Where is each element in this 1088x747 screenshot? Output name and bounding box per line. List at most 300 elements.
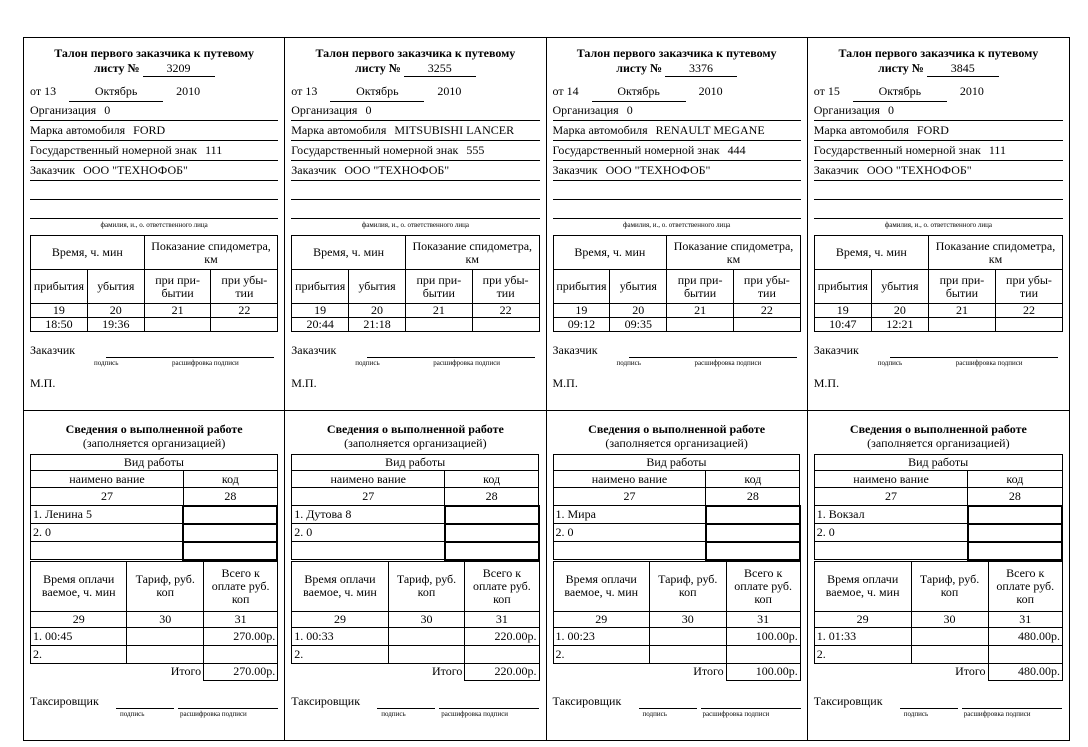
signature-decode-caption: расшифровка подписи xyxy=(433,359,501,367)
org-value: 0 xyxy=(887,103,894,117)
talon-upper-section xyxy=(808,38,1069,411)
tariff-header: Тариф, руб. коп xyxy=(388,561,465,611)
arrival-header: прибытия xyxy=(814,270,871,304)
odometer-arrival-value xyxy=(667,318,734,332)
date-day: 14 xyxy=(566,84,579,98)
talon-upper-section xyxy=(24,38,284,411)
work-item: 2. 0 xyxy=(814,524,968,542)
car-row xyxy=(553,121,801,141)
customer-signature-label: Заказчик xyxy=(813,343,859,357)
blank-line xyxy=(291,181,539,200)
total-label: Итого xyxy=(693,664,724,679)
date-month: Октябрь xyxy=(330,81,424,102)
customer-signature-label: Заказчик xyxy=(552,343,598,357)
signature-captions xyxy=(814,358,1063,368)
arrival-time: 10:47 xyxy=(814,318,871,332)
odometer-header: Показание спидометра, км xyxy=(928,236,1062,270)
spacer xyxy=(814,663,911,680)
car-label: Марка автомобиля xyxy=(552,123,648,137)
title-line-2: листу № xyxy=(93,61,140,75)
odometer-header: Показание спидометра, км xyxy=(667,236,801,270)
col-number: 27 xyxy=(553,488,706,506)
paytime-value: 2. xyxy=(292,645,388,663)
talon-title xyxy=(30,46,278,77)
signature-caption: подпись xyxy=(903,709,929,718)
work-code xyxy=(445,524,539,542)
departure-time: 12:21 xyxy=(871,318,928,332)
name-header: наимено вание xyxy=(31,471,184,488)
work-item: 1. Мира xyxy=(553,506,706,524)
customer-value: ООО "ТЕХНОФОБ" xyxy=(83,163,188,177)
tariff-value xyxy=(388,627,465,645)
org-label: Организация xyxy=(813,103,880,117)
odometer-departure-value xyxy=(211,318,278,332)
odometer-departure-value xyxy=(733,318,800,332)
signature-caption: подпись xyxy=(355,359,380,367)
from-label: от xyxy=(30,84,42,98)
time-header: Время, ч. мин xyxy=(31,236,145,270)
paytime-value: 2. xyxy=(814,645,911,663)
col-number: 28 xyxy=(183,488,277,506)
from-label: от xyxy=(291,84,303,98)
total-pay-header: Всего к оплате руб. коп xyxy=(726,561,800,611)
paytime-header: Время оплачи ваемое, ч. мин xyxy=(31,561,127,611)
code-header: код xyxy=(183,471,277,488)
stamp-place: М.П. xyxy=(291,376,317,390)
signature-caption: подпись xyxy=(616,359,641,367)
customer-value: ООО "ТЕХНОФОБ" xyxy=(866,163,972,177)
customer-label: Заказчик xyxy=(291,163,337,177)
work-code xyxy=(706,506,800,524)
waybill-number: 3255 xyxy=(404,61,476,77)
plate-row xyxy=(814,141,1063,161)
date-day: 13 xyxy=(305,84,318,98)
work-code xyxy=(706,542,800,560)
date-year: 2010 xyxy=(959,84,984,98)
paytime-header: Время оплачи ваемое, ч. мин xyxy=(814,561,911,611)
customer-value: ООО "ТЕХНОФОБ" xyxy=(605,163,711,177)
payment-table xyxy=(814,561,1063,681)
plate-value: 444 xyxy=(727,143,746,157)
date-day: 15 xyxy=(827,84,840,98)
work-type-header: Вид работы xyxy=(31,455,278,471)
signature-captions xyxy=(30,709,278,719)
customer-signature-row xyxy=(553,342,801,358)
blank-line xyxy=(30,200,278,219)
date-year: 2010 xyxy=(437,84,462,98)
customer-signature-label: Заказчик xyxy=(30,343,76,357)
org-row xyxy=(30,101,278,121)
org-label: Организация xyxy=(552,103,619,117)
signature-caption: подпись xyxy=(642,709,667,718)
odometer-arrival-value xyxy=(144,318,211,332)
col-number: 28 xyxy=(706,488,800,506)
col-number: 29 xyxy=(31,611,127,627)
odometer-arrival-header: при при- бытии xyxy=(144,270,211,304)
time-header: Время, ч. мин xyxy=(292,236,406,270)
blank-line xyxy=(814,181,1063,200)
fio-caption: фамилия, и., о. ответственного лица xyxy=(100,221,208,229)
taxi-signature-row xyxy=(30,693,278,709)
work-item-empty xyxy=(814,542,968,560)
departure-header: убытия xyxy=(871,270,928,304)
paytime-value: 1. 01:33 xyxy=(814,627,911,645)
col-number: 30 xyxy=(388,611,465,627)
taxi-label: Таксировщик xyxy=(552,693,622,708)
org-value: 0 xyxy=(626,103,633,117)
talon-title xyxy=(291,46,539,77)
blank-line xyxy=(814,200,1063,219)
name-header: наимено вание xyxy=(553,471,706,488)
talon-card xyxy=(24,38,285,740)
plate-row xyxy=(291,141,539,161)
plate-value: 111 xyxy=(988,143,1006,157)
sum-value xyxy=(726,645,800,663)
sum-value: 270.00р. xyxy=(204,627,278,645)
total-label: Итого xyxy=(955,664,986,679)
talon-lower-section xyxy=(547,411,807,742)
tariff-value xyxy=(911,645,988,663)
from-label: от xyxy=(552,84,564,98)
time-odometer-table xyxy=(291,235,539,332)
date-year: 2010 xyxy=(176,84,201,98)
waybill-number: 3845 xyxy=(927,61,999,77)
car-label: Марка автомобиля xyxy=(30,123,126,137)
date-row xyxy=(553,81,801,101)
title-line-2: листу № xyxy=(616,61,663,75)
customer-label: Заказчик xyxy=(813,163,859,177)
customer-signature-label: Заказчик xyxy=(291,343,337,357)
signature-decode-caption: расшифровка подписи xyxy=(963,709,1031,718)
date-row xyxy=(814,81,1063,101)
work-title: Сведения о выполненной работе xyxy=(588,422,766,436)
total-label: Итого xyxy=(431,664,463,679)
work-item: 2. 0 xyxy=(31,524,184,542)
talon-upper-section xyxy=(547,38,807,411)
paytime-value: 1. 00:45 xyxy=(31,627,127,645)
total-pay-header: Всего к оплате руб. коп xyxy=(988,561,1062,611)
col-number: 21 xyxy=(405,304,472,318)
work-item: 1. Вокзал xyxy=(814,506,968,524)
odometer-arrival-value xyxy=(405,318,472,332)
col-number: 21 xyxy=(667,304,734,318)
odometer-departure-header: при убы- тии xyxy=(733,270,800,304)
signature-decode-caption: расшифровка подписи xyxy=(955,359,1023,367)
odometer-departure-header: при убы- тии xyxy=(995,270,1062,304)
col-number: 28 xyxy=(968,488,1062,506)
customer-value: ООО "ТЕХНОФОБ" xyxy=(344,163,450,177)
departure-time: 21:18 xyxy=(349,318,406,332)
car-row xyxy=(291,121,539,141)
paytime-value: 1. 00:23 xyxy=(553,627,649,645)
paytime-value: 2. xyxy=(31,645,127,663)
plate-row xyxy=(553,141,801,161)
blank-line xyxy=(553,181,801,200)
name-header: наимено вание xyxy=(814,471,968,488)
signature-caption: подпись xyxy=(94,359,119,367)
car-label: Марка автомобиля xyxy=(813,123,909,137)
customer-signature-row xyxy=(814,342,1063,358)
taxi-label: Таксировщик xyxy=(30,693,99,708)
signature-decode-caption: расшифровка подписи xyxy=(180,709,247,718)
work-item-empty xyxy=(292,542,445,560)
signature-captions xyxy=(291,358,539,368)
signature-decode-caption: расшифровка подписи xyxy=(172,359,239,367)
col-number: 22 xyxy=(995,304,1062,318)
work-type-header: Вид работы xyxy=(292,455,539,471)
talon-lower-section xyxy=(808,411,1069,742)
customer-row xyxy=(30,161,278,181)
title-line-1: Талон первого заказчика к путевому xyxy=(576,46,777,60)
work-code xyxy=(968,542,1062,560)
waybill-number: 3376 xyxy=(665,61,737,77)
stamp-place: М.П. xyxy=(813,376,840,390)
plate-value: 555 xyxy=(466,143,485,157)
blank-line xyxy=(553,200,801,219)
odometer-departure-value xyxy=(995,318,1062,332)
customer-label: Заказчик xyxy=(30,163,76,177)
odometer-header: Показание спидометра, км xyxy=(144,236,278,270)
plate-label: Государственный номерной знак xyxy=(30,143,198,157)
tariff-header: Тариф, руб. коп xyxy=(127,561,204,611)
total-label: Итого xyxy=(170,664,202,679)
from-label: от xyxy=(813,84,825,98)
col-number: 22 xyxy=(211,304,278,318)
fio-caption: фамилия, и., о. ответственного лица xyxy=(622,221,731,229)
sum-value xyxy=(465,645,539,663)
odometer-arrival-value xyxy=(928,318,995,332)
taxi-label: Таксировщик xyxy=(291,693,361,708)
signature-caption: подпись xyxy=(120,709,145,718)
signature-captions xyxy=(30,358,278,368)
tariff-value xyxy=(127,645,204,663)
plate-value: 111 xyxy=(205,143,223,157)
org-row xyxy=(553,101,801,121)
work-item-empty xyxy=(553,542,706,560)
tariff-header: Тариф, руб. коп xyxy=(649,561,726,611)
customer-label: Заказчик xyxy=(552,163,598,177)
org-row xyxy=(814,101,1063,121)
signature-decode-caption: расшифровка подписи xyxy=(694,359,762,367)
tariff-header: Тариф, руб. коп xyxy=(911,561,988,611)
col-number: 29 xyxy=(292,611,388,627)
payment-table xyxy=(30,561,278,681)
col-number: 30 xyxy=(649,611,726,627)
col-number: 31 xyxy=(465,611,539,627)
col-number: 20 xyxy=(610,304,667,318)
work-item: 2. 0 xyxy=(553,524,706,542)
paytime-header: Время оплачи ваемое, ч. мин xyxy=(292,561,388,611)
work-subtitle: (заполняется организацией) xyxy=(605,436,748,450)
work-type-header: Вид работы xyxy=(553,455,800,471)
col-number: 20 xyxy=(87,304,144,318)
date-month: Октябрь xyxy=(592,81,686,102)
arrival-header: прибытия xyxy=(292,270,349,304)
signature-decode-caption: расшифровка подписи xyxy=(441,709,509,718)
plate-row xyxy=(30,141,278,161)
org-value: 0 xyxy=(365,103,372,117)
work-code xyxy=(706,524,800,542)
work-item: 1. Ленина 5 xyxy=(31,506,184,524)
arrival-time: 20:44 xyxy=(292,318,349,332)
work-table xyxy=(291,454,539,561)
col-number: 28 xyxy=(445,488,539,506)
work-code xyxy=(968,506,1062,524)
talon-card xyxy=(547,38,808,740)
talon-card xyxy=(808,38,1069,740)
odometer-header: Показание спидометра, км xyxy=(405,236,539,270)
customer-row xyxy=(553,161,801,181)
work-code xyxy=(445,542,539,560)
plate-label: Государственный номерной знак xyxy=(291,143,459,157)
customer-signature-row xyxy=(291,342,539,358)
work-code xyxy=(445,506,539,524)
col-number: 30 xyxy=(127,611,204,627)
work-table xyxy=(814,454,1063,561)
payment-table xyxy=(553,561,801,681)
paytime-header: Время оплачи ваемое, ч. мин xyxy=(553,561,649,611)
fio-caption: фамилия, и., о. ответственного лица xyxy=(884,221,993,229)
total-pay-header: Всего к оплате руб. коп xyxy=(204,561,278,611)
date-day: 13 xyxy=(44,84,57,98)
spacer xyxy=(553,663,649,680)
work-title: Сведения о выполненной работе xyxy=(849,422,1027,436)
col-number: 19 xyxy=(814,304,871,318)
org-row xyxy=(291,101,539,121)
col-number: 27 xyxy=(292,488,445,506)
col-number: 31 xyxy=(726,611,800,627)
work-subtitle: (заполняется организацией) xyxy=(344,436,487,450)
total-value: 220.00р. xyxy=(465,663,539,680)
talon-lower-section xyxy=(24,411,284,742)
work-code xyxy=(183,542,277,560)
work-code xyxy=(968,524,1062,542)
col-number: 27 xyxy=(814,488,968,506)
fio-caption: фамилия, и., о. ответственного лица xyxy=(361,221,470,229)
car-row xyxy=(30,121,278,141)
departure-header: убытия xyxy=(349,270,406,304)
arrival-header: прибытия xyxy=(553,270,610,304)
col-number: 22 xyxy=(733,304,800,318)
blank-line xyxy=(30,181,278,200)
taxi-label: Таксировщик xyxy=(813,693,883,708)
tariff-value xyxy=(127,627,204,645)
departure-time: 19:36 xyxy=(87,318,144,332)
date-row xyxy=(30,81,278,101)
arrival-time: 09:12 xyxy=(553,318,610,332)
odometer-arrival-header: при при- бытии xyxy=(405,270,472,304)
time-odometer-table xyxy=(814,235,1063,332)
col-number: 22 xyxy=(472,304,539,318)
blank-line xyxy=(291,200,539,219)
col-number: 19 xyxy=(31,304,88,318)
tariff-value xyxy=(388,645,465,663)
title-line-1: Талон первого заказчика к путевому xyxy=(315,46,516,60)
tariff-value xyxy=(649,645,726,663)
col-number: 20 xyxy=(349,304,406,318)
total-value: 480.00р. xyxy=(988,663,1062,680)
taxi-signature-row xyxy=(291,693,539,709)
paytime-value: 1. 00:33 xyxy=(292,627,388,645)
paytime-value: 2. xyxy=(553,645,649,663)
car-row xyxy=(814,121,1063,141)
date-row xyxy=(291,81,539,101)
org-value: 0 xyxy=(104,103,111,117)
signature-caption: подпись xyxy=(877,359,903,367)
col-number: 19 xyxy=(553,304,610,318)
title-line-2: листу № xyxy=(877,61,924,75)
org-label: Организация xyxy=(30,103,97,117)
stamp-place: М.П. xyxy=(552,376,578,390)
car-value: RENAULT MEGANE xyxy=(655,123,765,137)
col-number: 21 xyxy=(144,304,211,318)
car-label: Марка автомобиля xyxy=(291,123,387,137)
spacer xyxy=(31,663,127,680)
plate-label: Государственный номерной знак xyxy=(552,143,720,157)
odometer-arrival-header: при при- бытии xyxy=(667,270,734,304)
signature-captions xyxy=(814,709,1063,719)
work-subtitle: (заполняется организацией) xyxy=(867,436,1010,450)
talon-title xyxy=(553,46,801,77)
col-number: 27 xyxy=(31,488,184,506)
work-table xyxy=(30,454,278,561)
waybill-number: 3209 xyxy=(143,61,215,77)
departure-header: убытия xyxy=(610,270,667,304)
car-value: FORD xyxy=(133,123,166,137)
sum-value xyxy=(988,645,1062,663)
date-year: 2010 xyxy=(698,84,723,98)
arrival-header: прибытия xyxy=(31,270,88,304)
col-number: 30 xyxy=(911,611,988,627)
title-line-1: Талон первого заказчика к путевому xyxy=(54,46,255,60)
work-item-empty xyxy=(31,542,184,560)
arrival-time: 18:50 xyxy=(31,318,88,332)
date-month: Октябрь xyxy=(69,81,163,102)
signature-caption: подпись xyxy=(381,709,406,718)
sum-value: 100.00р. xyxy=(726,627,800,645)
talon-lower-section xyxy=(285,411,545,742)
col-number: 20 xyxy=(871,304,928,318)
time-odometer-table xyxy=(30,235,278,332)
talon-title xyxy=(814,46,1063,77)
col-number: 29 xyxy=(814,611,911,627)
car-value: MITSUBISHI LANCER xyxy=(394,123,515,137)
stamp-place: М.П. xyxy=(30,376,56,390)
departure-time: 09:35 xyxy=(610,318,667,332)
date-month: Октябрь xyxy=(853,81,947,102)
work-item: 1. Дутова 8 xyxy=(292,506,445,524)
code-header: код xyxy=(968,471,1062,488)
time-header: Время, ч. мин xyxy=(553,236,667,270)
name-header: наимено вание xyxy=(292,471,445,488)
odometer-departure-header: при убы- тии xyxy=(472,270,539,304)
col-number: 29 xyxy=(553,611,649,627)
work-title: Сведения о выполненной работе xyxy=(65,422,243,436)
total-value: 100.00р. xyxy=(726,663,800,680)
signature-captions xyxy=(553,709,801,719)
car-value: FORD xyxy=(916,123,949,137)
customer-row xyxy=(814,161,1063,181)
work-title: Сведения о выполненной работе xyxy=(326,422,504,436)
total-pay-header: Всего к оплате руб. коп xyxy=(465,561,539,611)
title-line-2: листу № xyxy=(354,61,401,75)
spacer xyxy=(292,663,388,680)
org-label: Организация xyxy=(291,103,358,117)
time-header: Время, ч. мин xyxy=(814,236,928,270)
time-odometer-table xyxy=(553,235,801,332)
work-subtitle: (заполняется организацией) xyxy=(82,436,226,450)
odometer-departure-header: при убы- тии xyxy=(211,270,278,304)
